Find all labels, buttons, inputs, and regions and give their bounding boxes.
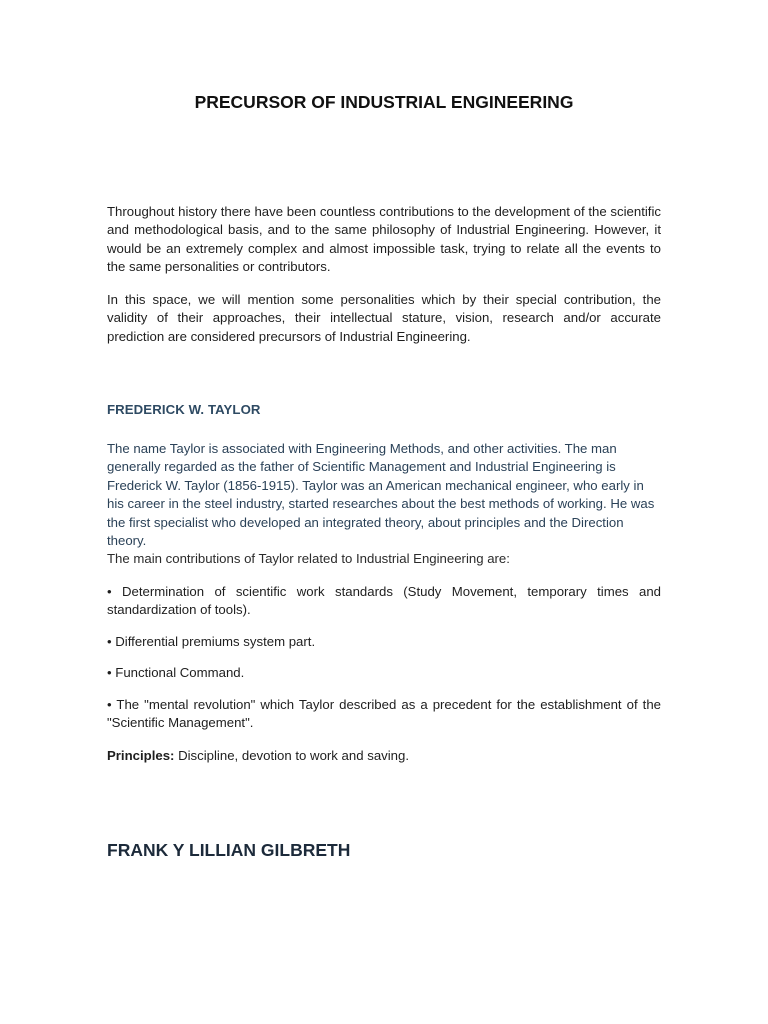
taylor-bullet-4: • The "mental revolution" which Taylor described as a precedent for the establishment of the "Scientific Management". [107,697,661,731]
principles-text: Discipline, devotion to work and saving. [174,748,410,763]
taylor-heading: FREDERICK W. TAYLOR [107,402,261,417]
taylor-bullet-1: • Determination of scientific work standards (Study Movement, temporary times and standardization of tools). [107,584,661,618]
taylor-bullet-3: • Functional Command. [107,665,245,680]
taylor-bullet-2: • Differential premiums system part. [107,634,316,649]
gilbreth-heading: FRANK Y LILLIAN GILBRETH [107,840,351,860]
taylor-contributions-intro: The main contributions of Taylor related to Industrial Engineering are: [107,551,510,566]
taylor-paragraph: The name Taylor is associated with Engineering Methods, and other activities. The man generally regarded as the father of Scientific Management and Industrial Engineering is Frederick W. Taylor (1856-1915). Taylor was an American mechanical engineer, who early in his career in the steel industry, started researches about the best methods of working. He was the first specialist who developed an integrated theory, about principles and the Direction theory. [107,441,655,549]
page-title: PRECURSOR OF INDUSTRIAL ENGINEERING [194,92,574,112]
principles-label: Principles: [107,748,175,763]
intro-paragraph-2: In this space, we will mention some personalities which by their special contribution, the validity of their approaches, their intellectual stature, vision, research and/or accurate prediction are considered precursors of Industrial Engineering. [107,292,661,344]
intro-paragraph-1: Throughout history there have been countless contributions to the development of the scientific and methodological basis, and to the same philosophy of Industrial Engineering. However, it would be an extremely complex and almost impossible task, trying to relate all the events to the same personalities or contributors. [107,204,661,275]
taylor-principles [107,747,661,765]
